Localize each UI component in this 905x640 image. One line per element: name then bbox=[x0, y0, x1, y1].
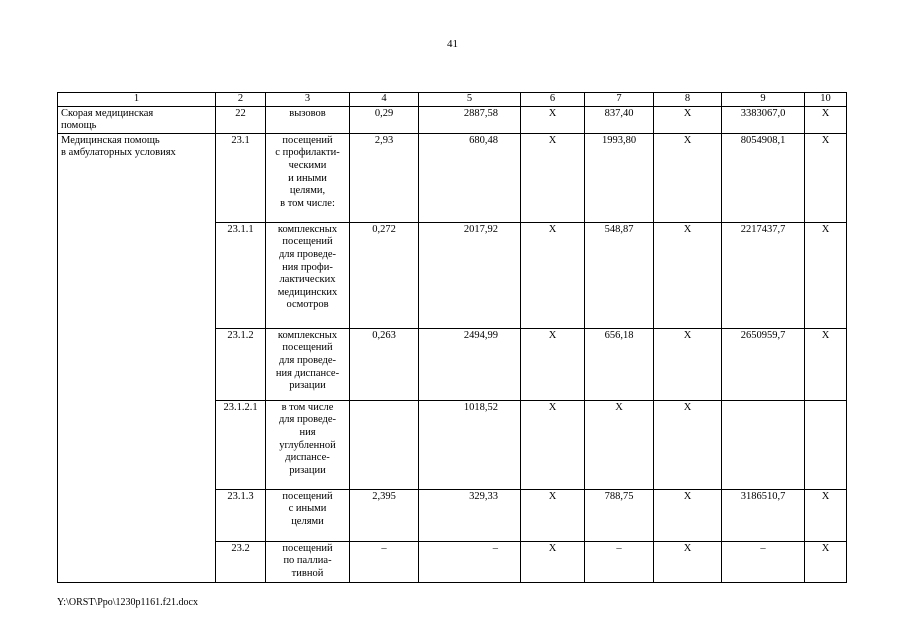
table-cell bbox=[805, 328, 847, 400]
table-cell bbox=[521, 222, 585, 328]
table-cell bbox=[350, 541, 419, 582]
cell-value: X bbox=[821, 223, 830, 235]
group-cell bbox=[58, 106, 216, 133]
cell-value: X bbox=[548, 329, 557, 341]
cell-value: посещений с профилакти- ческими и иными целями, в том числе: bbox=[275, 134, 340, 209]
cell-value: 656,18 bbox=[604, 329, 634, 341]
table-cell bbox=[521, 106, 585, 133]
cell-value: – bbox=[760, 542, 766, 554]
cell-value: 3383067,0 bbox=[740, 107, 786, 119]
cell-value: – bbox=[381, 542, 387, 554]
table-cell bbox=[585, 400, 654, 489]
data-table bbox=[57, 92, 847, 583]
cell-value: 0,272 bbox=[372, 223, 396, 235]
table-row bbox=[58, 106, 847, 133]
cell-value: 23.1.2 bbox=[227, 329, 254, 341]
cell-value: 23.1.1 bbox=[227, 223, 254, 235]
cell-value: X bbox=[683, 542, 692, 554]
table-cell bbox=[654, 541, 722, 582]
cell-value: 23.1.3 bbox=[227, 490, 254, 502]
table-cell bbox=[654, 106, 722, 133]
table-cell bbox=[419, 328, 521, 400]
table-cell bbox=[419, 106, 521, 133]
cell-value: 22 bbox=[235, 107, 246, 119]
column-header: 4 bbox=[350, 93, 419, 107]
table-cell bbox=[654, 328, 722, 400]
column-header: 7 bbox=[585, 93, 654, 107]
table-row bbox=[58, 133, 847, 222]
table-cell bbox=[216, 400, 266, 489]
table-cell bbox=[350, 489, 419, 541]
group-cell bbox=[58, 133, 216, 582]
row-group-label: Медицинская помощь в амбулаторных условиях bbox=[61, 134, 176, 159]
table-header-row bbox=[58, 93, 847, 107]
table-cell bbox=[266, 133, 350, 222]
table-cell bbox=[350, 133, 419, 222]
row-group-label: Скорая медицинская помощь bbox=[61, 107, 154, 132]
table-cell bbox=[585, 328, 654, 400]
cell-value: X bbox=[683, 107, 692, 119]
table-cell bbox=[722, 133, 805, 222]
table-cell bbox=[585, 133, 654, 222]
table-cell bbox=[521, 400, 585, 489]
cell-value: X bbox=[548, 107, 557, 119]
cell-value: X bbox=[683, 223, 692, 235]
table-cell bbox=[805, 106, 847, 133]
table-cell bbox=[266, 222, 350, 328]
cell-value: X bbox=[615, 401, 623, 413]
cell-value: 23.2 bbox=[231, 542, 250, 554]
cell-value: 2,93 bbox=[374, 134, 394, 146]
table-cell bbox=[722, 222, 805, 328]
table-cell bbox=[350, 222, 419, 328]
table-cell bbox=[805, 222, 847, 328]
column-header: 8 bbox=[654, 93, 722, 107]
cell-value: 329,33 bbox=[469, 490, 498, 502]
table-cell bbox=[722, 400, 805, 489]
cell-value: X bbox=[683, 134, 692, 146]
table-cell bbox=[266, 541, 350, 582]
cell-value: X bbox=[821, 107, 830, 119]
cell-value: 8054908,1 bbox=[740, 134, 786, 146]
column-header: 3 bbox=[266, 93, 350, 107]
table-cell bbox=[350, 106, 419, 133]
table-cell bbox=[805, 489, 847, 541]
table-cell bbox=[654, 133, 722, 222]
table-cell bbox=[521, 133, 585, 222]
column-header: 2 bbox=[216, 93, 266, 107]
cell-value: 2,395 bbox=[372, 490, 396, 502]
table-cell bbox=[654, 489, 722, 541]
table-cell bbox=[350, 328, 419, 400]
cell-value: комплексных посещений для проведе- ния профи- лактических медицинских осмотров bbox=[277, 223, 338, 311]
cell-value: 2494,99 bbox=[463, 329, 498, 341]
cell-value: X bbox=[548, 134, 557, 146]
cell-value: комплексных посещений для проведе- ния диспансе- ризации bbox=[275, 329, 340, 392]
table-cell bbox=[805, 133, 847, 222]
page-number: 41 bbox=[447, 38, 458, 50]
table-cell bbox=[266, 328, 350, 400]
cell-value: 2017,92 bbox=[463, 223, 498, 235]
table-cell bbox=[216, 489, 266, 541]
table-cell bbox=[585, 106, 654, 133]
cell-value: посещений по паллиа- тивной bbox=[282, 542, 333, 579]
cell-value: 3186510,7 bbox=[740, 490, 786, 502]
table-cell bbox=[216, 106, 266, 133]
cell-value: 2650959,7 bbox=[740, 329, 786, 341]
cell-value: X bbox=[683, 329, 692, 341]
table-cell bbox=[722, 489, 805, 541]
cell-value: X bbox=[683, 401, 692, 413]
table-cell bbox=[419, 541, 521, 582]
cell-value: 23.1 bbox=[231, 134, 250, 146]
table-cell bbox=[419, 222, 521, 328]
table-cell bbox=[722, 106, 805, 133]
table-cell bbox=[266, 489, 350, 541]
cell-value: X bbox=[821, 134, 830, 146]
cell-value: 680,48 bbox=[469, 134, 498, 146]
table-cell bbox=[722, 328, 805, 400]
cell-value: 788,75 bbox=[604, 490, 634, 502]
table-cell bbox=[585, 222, 654, 328]
cell-value: 548,87 bbox=[604, 223, 634, 235]
cell-value: вызовов bbox=[289, 107, 326, 119]
cell-value: X bbox=[548, 401, 557, 413]
column-header: 9 bbox=[722, 93, 805, 107]
cell-value: – bbox=[492, 542, 498, 554]
table-cell bbox=[805, 541, 847, 582]
table-cell bbox=[654, 400, 722, 489]
cell-value: 1018,52 bbox=[463, 401, 498, 413]
cell-value: 2887,58 bbox=[463, 107, 498, 119]
table-cell bbox=[216, 222, 266, 328]
table-cell bbox=[585, 489, 654, 541]
table-cell bbox=[350, 400, 419, 489]
column-header: 1 bbox=[58, 93, 216, 107]
cell-value: X bbox=[548, 542, 557, 554]
table-cell bbox=[521, 541, 585, 582]
cell-value: 837,40 bbox=[604, 107, 634, 119]
cell-value: в том числе для проведе- ния углубленной диспансе- ризации bbox=[278, 401, 337, 476]
table-cell bbox=[266, 106, 350, 133]
table-cell bbox=[585, 541, 654, 582]
table-cell bbox=[521, 328, 585, 400]
file-path-footer: Y:\ORST\Ppo\1230p1161.f21.docx bbox=[57, 597, 198, 608]
table-cell bbox=[654, 222, 722, 328]
cell-value: X bbox=[683, 490, 692, 502]
cell-value: 2217437,7 bbox=[740, 223, 786, 235]
table-cell bbox=[216, 541, 266, 582]
table-cell bbox=[419, 489, 521, 541]
cell-value: – bbox=[616, 542, 622, 554]
cell-value: X bbox=[548, 223, 557, 235]
cell-value: 0,29 bbox=[374, 107, 394, 119]
table-cell bbox=[419, 133, 521, 222]
table-cell bbox=[266, 400, 350, 489]
table-cell bbox=[419, 400, 521, 489]
column-header: 6 bbox=[521, 93, 585, 107]
column-header: 5 bbox=[419, 93, 521, 107]
cell-value: X bbox=[821, 542, 830, 554]
column-header: 10 bbox=[805, 93, 847, 107]
table-cell bbox=[521, 489, 585, 541]
cell-value: 1993,80 bbox=[601, 134, 637, 146]
cell-value: X bbox=[821, 329, 830, 341]
cell-value: посещений с иными целями bbox=[282, 490, 333, 527]
table-cell bbox=[805, 400, 847, 489]
table-cell bbox=[722, 541, 805, 582]
cell-value: 0,263 bbox=[372, 329, 396, 341]
table-cell bbox=[216, 133, 266, 222]
cell-value: X bbox=[548, 490, 557, 502]
cell-value: X bbox=[821, 490, 830, 502]
cell-value: 23.1.2.1 bbox=[223, 401, 258, 413]
table-cell bbox=[216, 328, 266, 400]
